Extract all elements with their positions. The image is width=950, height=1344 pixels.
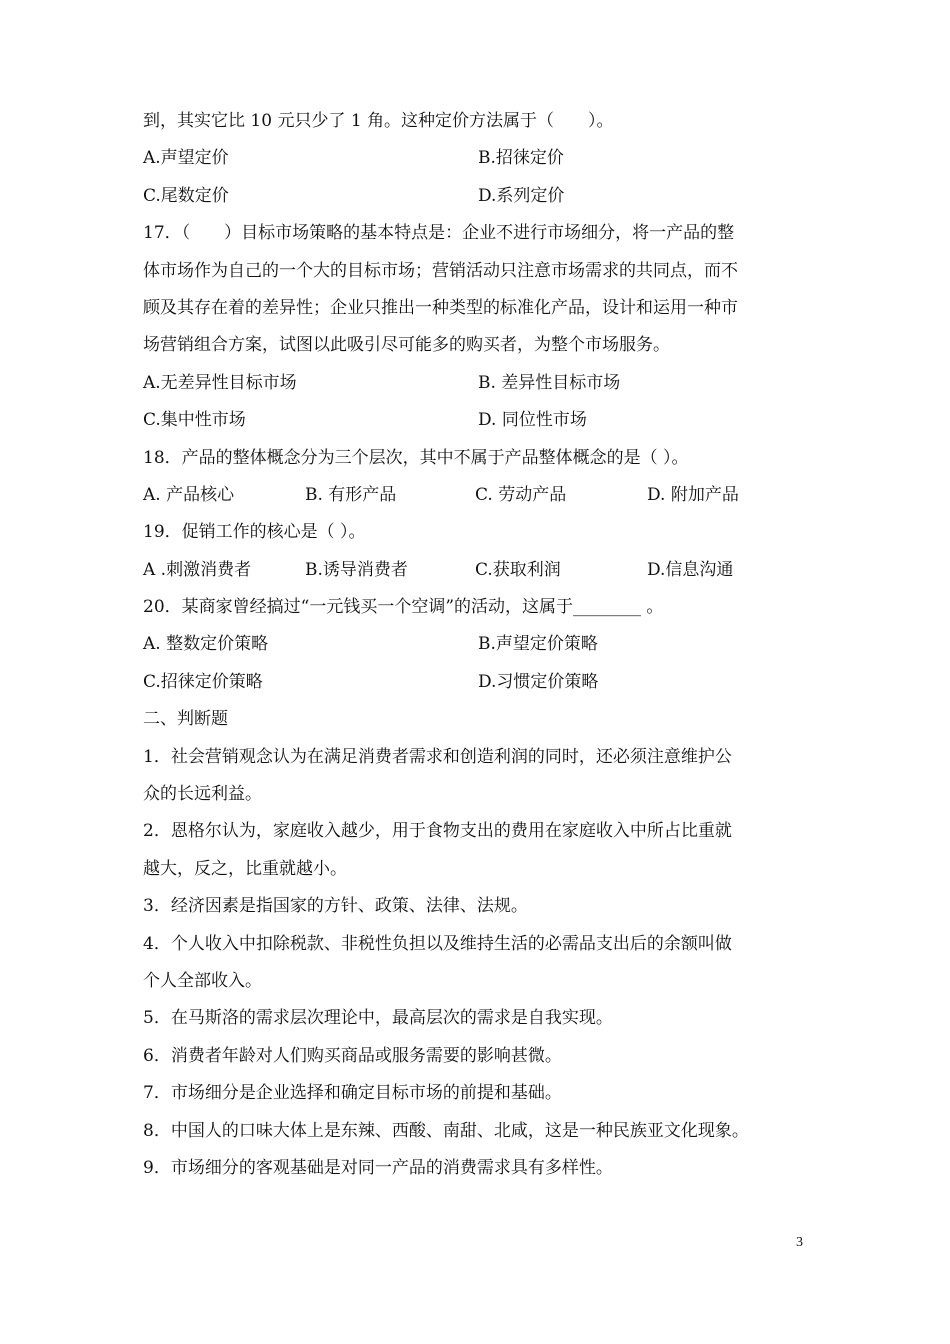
judgment-2-line-2: 越大，反之，比重就越小。	[143, 858, 347, 879]
option-c: C. 劳动产品	[475, 484, 567, 505]
option-c: C.集中性市场	[143, 410, 246, 431]
question-19-options	[143, 552, 823, 589]
question-20-stem: 20．某商家曾经搞过“一元钱买一个空调”的活动，这属于________ 。	[143, 597, 664, 618]
question-17-options-row-2	[143, 402, 823, 439]
judgment-4-line-2: 个人全部收入。	[143, 970, 262, 991]
judgment-4-line-1: 4．个人收入中扣除税款、非税性负担以及维持生活的必需品支出后的余额叫做	[143, 933, 732, 954]
judgment-1-line-2: 众的长远利益。	[143, 784, 262, 805]
section-heading: 二、判断题	[143, 709, 228, 730]
judgment-6: 6．消费者年龄对人们购买商品或服务需要的影响甚微。	[143, 1045, 562, 1066]
option-c: C.招徕定价策略	[143, 671, 263, 692]
option-a: A.无差异性目标市场	[143, 372, 297, 393]
question-17-line-3: 顾及其存在着的差异性；企业只推出一种类型的标准化产品，设计和运用一种市	[143, 297, 738, 318]
option-b: B. 有形产品	[305, 484, 397, 505]
option-a: A .刺激消费者	[143, 559, 252, 580]
judgment-9: 9．市场细分的客观基础是对同一产品的消费需求具有多样性。	[143, 1157, 613, 1178]
judgment-5: 5．在马斯洛的需求层次理论中，最高层次的需求是自我实现。	[143, 1008, 613, 1029]
judgment-2-line-1: 2．恩格尔认为，家庭收入越少，用于食物支出的费用在家庭收入中所占比重就	[143, 821, 732, 842]
page-number: 3	[796, 1235, 803, 1250]
question-17-line-2: 体市场作为自己的一个大的目标市场；营销活动只注意市场需求的共同点，而不	[143, 260, 738, 281]
judgment-3: 3．经济因素是指国家的方针、政策、法律、法规。	[143, 896, 528, 917]
option-d: D.系列定价	[478, 185, 565, 206]
option-d: D.信息沟通	[647, 559, 734, 580]
question-17-line-4: 场营销组合方案，试图以此吸引尽可能多的购买者，为整个市场服务。	[143, 335, 670, 356]
option-b: B.声望定价策略	[478, 634, 598, 655]
question-16-options-row-1	[143, 140, 823, 177]
option-b: B.诱导消费者	[305, 559, 408, 580]
option-a: A. 整数定价策略	[143, 634, 269, 655]
option-c: C.尾数定价	[143, 185, 229, 206]
option-b: B. 差异性目标市场	[478, 372, 621, 393]
question-18-stem: 18．产品的整体概念分为三个层次，其中不属于产品整体概念的是（ ）。	[143, 447, 689, 468]
question-18-options	[143, 477, 823, 514]
option-a: A. 产品核心	[143, 484, 235, 505]
option-a: A.声望定价	[143, 148, 229, 169]
question-16-stem-end: 到，其实它比 10 元只少了 1 角。这种定价方法属于（ ）。	[143, 111, 614, 131]
question-17-line-1: 17．（ ）目标市场策略的基本特点是：企业不进行市场细分，将一产品的整	[143, 223, 735, 244]
option-c: C.获取利润	[475, 559, 561, 580]
judgment-7: 7．市场细分是企业选择和确定目标市场的前提和基础。	[143, 1083, 562, 1104]
option-d: D. 附加产品	[647, 484, 739, 505]
question-19-stem: 19．促销工作的核心是（ ）。	[143, 522, 366, 543]
question-20-options-row-1	[143, 626, 823, 663]
question-17-options-row-1	[143, 365, 823, 402]
question-20-options-row-2	[143, 664, 823, 701]
option-d: D.习惯定价策略	[478, 671, 599, 692]
judgment-1-line-1: 1．社会营销观念认为在满足消费者需求和创造利润的同时，还必须注意维护公	[143, 746, 732, 767]
option-d: D. 同位性市场	[478, 410, 587, 431]
page-content	[143, 103, 823, 1187]
option-b: B.招徕定价	[478, 148, 564, 169]
question-16-options-row-2	[143, 178, 823, 215]
judgment-8: 8．中国人的口味大体上是东辣、西酸、南甜、北咸，这是一种民族亚文化现象。	[143, 1120, 749, 1141]
